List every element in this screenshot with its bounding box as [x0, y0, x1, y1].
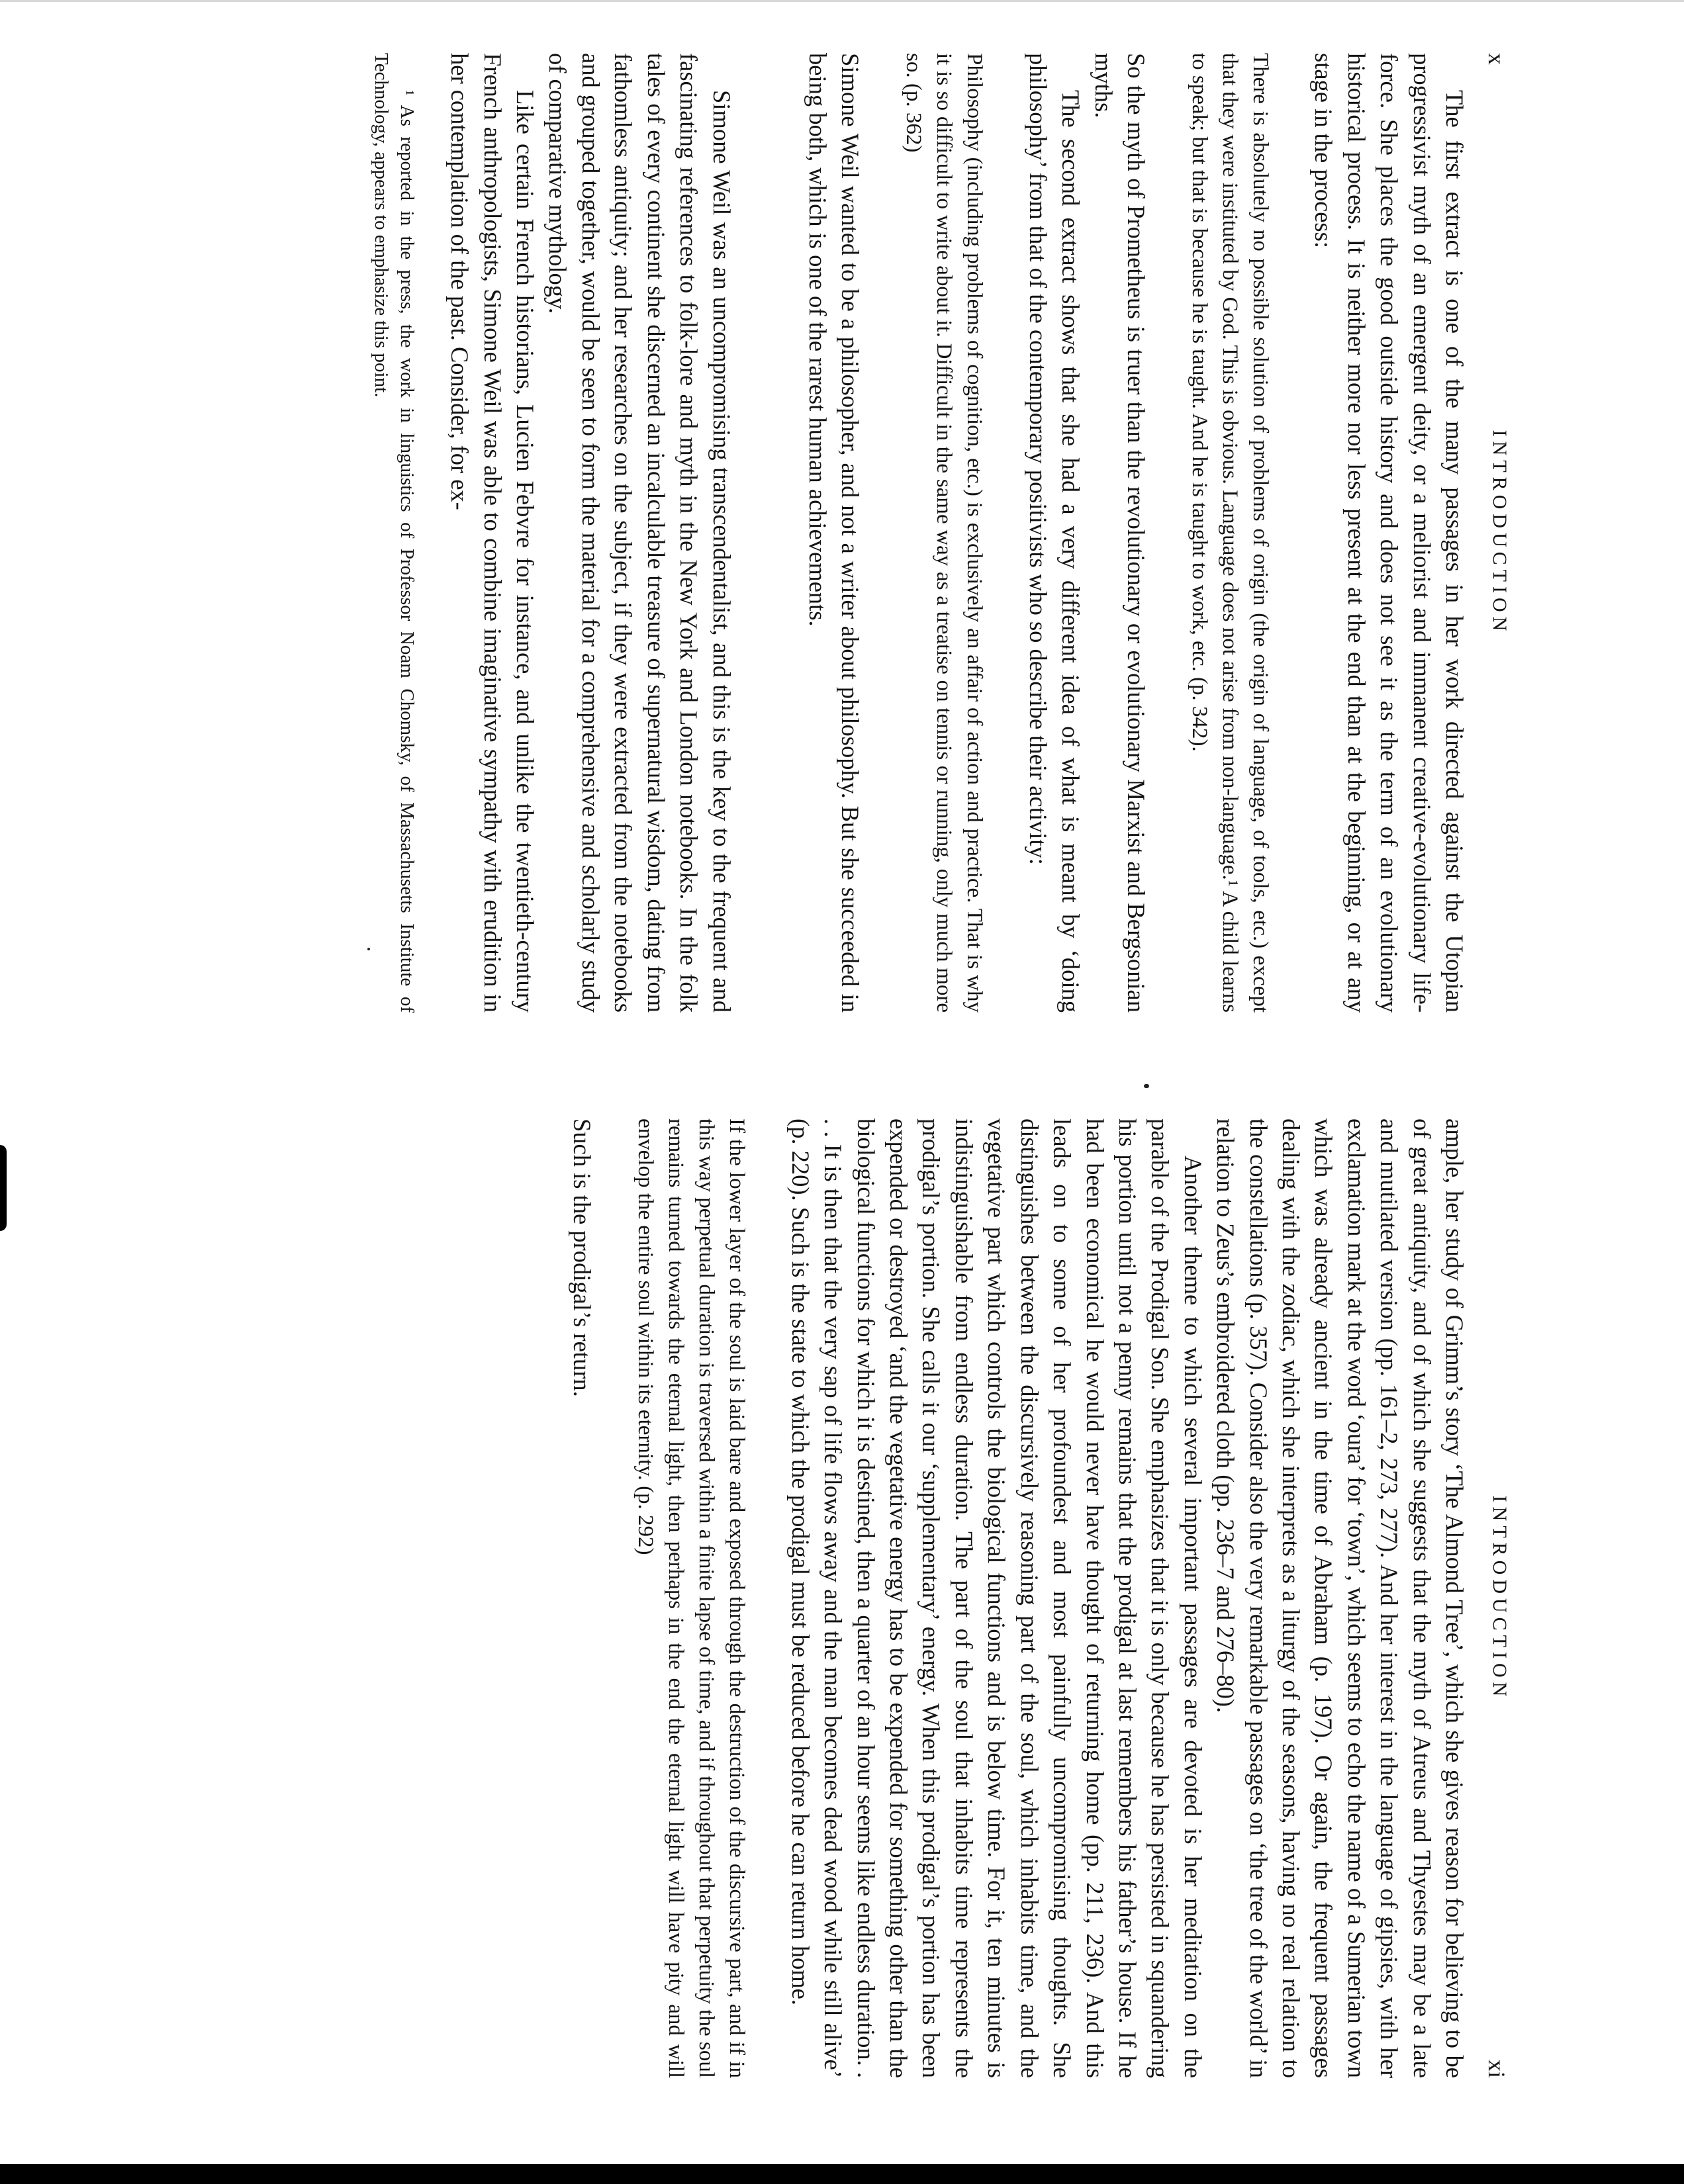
running-head-left: INTRODUCTION — [1489, 430, 1511, 636]
page-number-right: xi — [1483, 2059, 1510, 2078]
page-number-left: x — [1483, 53, 1510, 65]
block-quote: Philosophy (including problems of cognition, etc.) is exclusively an affair of action and practice. That is why it is so difficult to write about it. Difficult in the same way as a treatise on tennis or running, only much more so. (p. 362) — [902, 53, 987, 1013]
running-head-right: INTRODUCTION — [1489, 1495, 1511, 1702]
paragraph: The first extract is one of the many passages in her work directed against the Utopian progressivist myth of an emergent deity, or a meliorist and immanent creative-evolutionary life-force. She places the good outside history and does not see it as the term of an evolutionary historical process. It is neither more nor less present at the end than at the beginning, or at any stage in the process: — [1310, 53, 1468, 1013]
footnote: ¹ As reported in the press, the work in linguistics of Professor Noam Chomsky, of Massachusetts Institute of Technology, appears to emphasize this point. — [370, 53, 418, 1013]
right-page-header — [1471, 1118, 1511, 2078]
left-page — [368, 53, 1511, 1013]
paragraph: Simone Weil was an uncompromising transcendentalist, and this is the key to the frequent and fascinating references to folk-lore and myth in the New York and London notebooks. In the folk tales of every continent she discerned an incalculable treasure of supernatural wisdom, dating from fathomless antiquity; and her researches on the subject, if they were extracted from the notebooks and grouped together, would be seen to form the material for a comprehensive and scholarly study of comparative mythology. — [544, 53, 735, 1013]
binding-shadow — [0, 1145, 7, 1231]
scan-speck — [367, 948, 370, 950]
paragraph: Like certain French historians, Lucien Febvre for instance, and unlike the twentieth-century French anthropologists, Simone Weil was able to combine imaginative sympathy with erudition in her contemplation of the past. Consider, for ex- — [446, 53, 539, 1013]
left-page-text — [444, 53, 1471, 1013]
block-quote: If the lower layer of the soul is laid bare and exposed through the destruction of the discursive part, and if in this way perpetual duration is traversed within a finite lapse of time, and if throughout that perpetuity the soul remains turned towards the eternal light, then perhaps in the end the eternal light will have pity and will envelop the entire soul within its eternity. (p. 292) — [633, 1118, 749, 2078]
right-page-text — [566, 1118, 1471, 2078]
paragraph: So the myth of Prometheus is truer than the revolutionary or evolutionary Marxist and Bergsonian myths. — [1090, 53, 1150, 1013]
left-page-header — [1471, 53, 1511, 1013]
paragraph: ample, her study of Grimm’s story ‘The Almond Tree’, which she gives reason for believing to be of great antiquity, and of which she suggests that the myth of Atreus and Thyestes may be a late and mutilated version (pp. 161–2, 273, 277). And her interest in the language of gipsies, with her exclamation mark at the word ‘oura’ for ‘town’, which seems to echo the name of a Sumerian town which was already ancient in the time of Abraham (p. 197). Or again, the frequent passages dealing with the zodiac, which she interprets as a liturgy of the seasons, having no real relation to the constellations (p. 357). Consider also the very remarkable passages on ‘the tree of the world’ in relation to Zeus’s embroidered cloth (pp. 236–7 and 276–80). — [1212, 1118, 1468, 2078]
block-quote: There is absolutely no possible solution of problems of origin (the origin of language, of tools, etc.) except that they were instituted by God. This is obvious. Language does not arise from non-language.¹ A child learns to speak; but that is because he is taught. And he is taught to work, etc. (p. 342). — [1187, 53, 1272, 1013]
paragraph: Simone Weil wanted to be a philosopher, and not a writer about philosophy. But she succeeded in being both, which is one of the rarest human achievements. — [804, 53, 865, 1013]
scan-speck — [1144, 1084, 1149, 1088]
paragraph: Such is the prodigal’s return. — [569, 1118, 596, 1397]
scan-bottom-edge — [0, 2164, 1684, 2184]
paragraph: The second extract shows that she had a very different idea of what is meant by ‘doing philosophy’ from that of the contemporary positivists who so describe their activity: — [1024, 53, 1085, 1013]
right-page — [566, 1118, 1511, 2078]
paragraph: Another theme to which several important passages are devoted is her meditation on the parable of the Prodigal Son. She emphasizes that it is only because he has persisted in squandering his portion until not a penny remains that the prodigal at last remembers his father’s house. If he had been economical he would never have thought of returning home (pp. 211, 236). And this leads on to some of her profoundest and most painfully uncompromising thoughts. She distinguishes between the discursively reasoning part of the soul, which inhabits time, and the vegetative part which controls the biological functions and is below time. For it, ten minutes is indistinguishable from endless duration. The part of the soul that inhabits time represents the prodigal’s portion. She calls it our ‘supplementary’ energy. When this prodigal’s portion has been expended or destroyed ‘and the vegetative energy has to be expended for something other than the biological functions for which it is destined, then a quarter of an hour seems like endless duration. . . . It is then that the very sap of life flows away and the man becomes dead wood while still alive’ (p. 220). Such is the state to which the prodigal must be reduced before he can return home. — [786, 1118, 1207, 2078]
